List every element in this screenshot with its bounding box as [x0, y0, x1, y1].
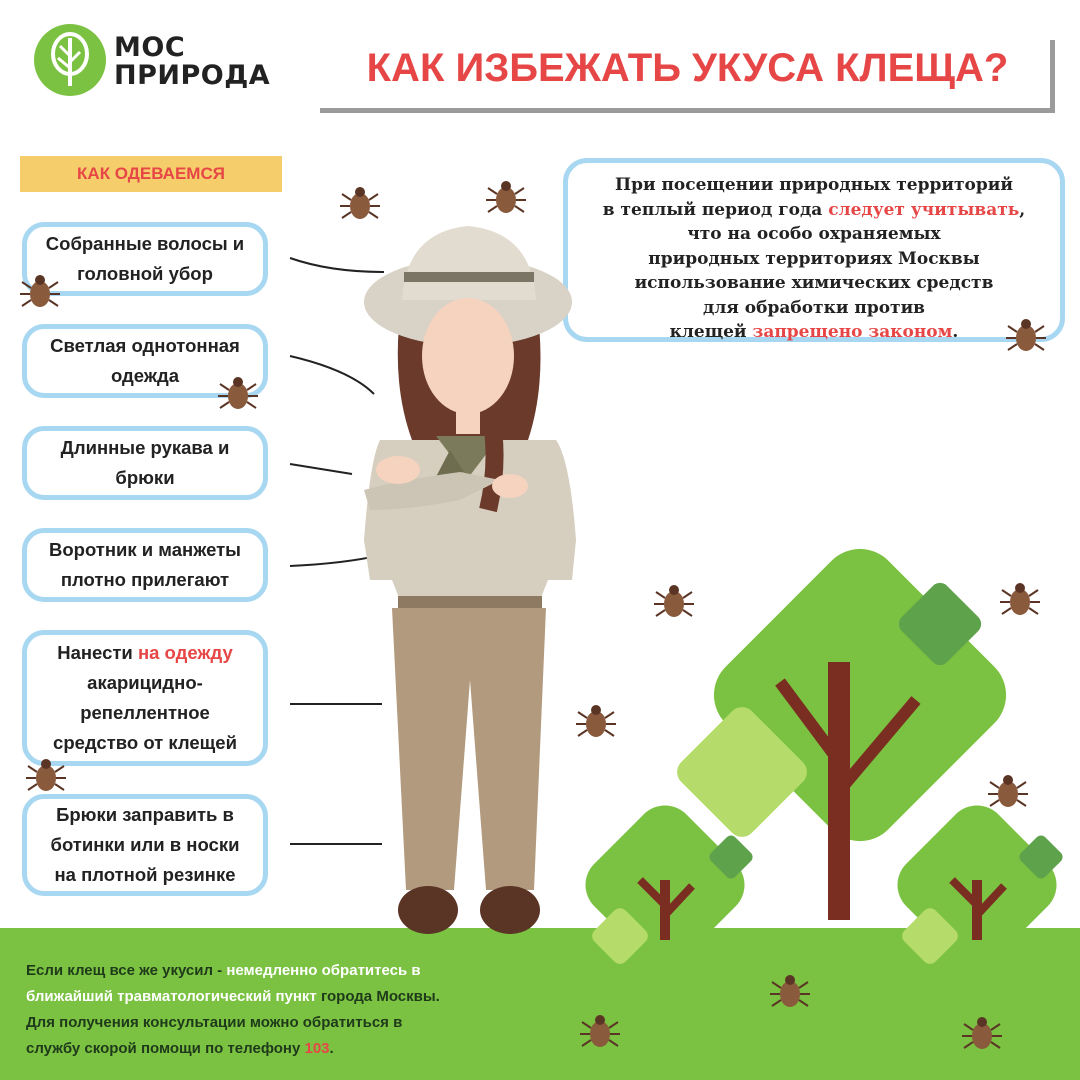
- tip-text-highlight: на одежду: [137, 642, 233, 663]
- footer-line: [26, 1036, 526, 1062]
- footer-part: .: [329, 1040, 334, 1057]
- footer-highlight: немедленно обратитесь в: [226, 962, 421, 979]
- info-line: При посещении природных территорий: [615, 175, 1013, 195]
- logo-line-1: МОС: [114, 32, 186, 63]
- page-title: КАК ИЗБЕЖАТЬ УКУСА КЛЕЩА?: [366, 46, 1009, 90]
- logo-line-2: ПРИРОДА: [114, 60, 271, 91]
- tip-text: Светлая однотонная: [50, 335, 240, 356]
- phone-number: 103: [304, 1040, 330, 1057]
- tip-text: Длинные рукава и: [60, 437, 230, 458]
- info-text: в теплый период года: [602, 199, 829, 220]
- tip-text: Собранные волосы и: [45, 233, 245, 254]
- footer-text: [26, 958, 526, 1062]
- info-highlight: запрещено законом: [752, 322, 953, 342]
- footer-line: Для получения консультации можно обратиться в: [26, 1014, 403, 1031]
- footer-line: [26, 984, 526, 1010]
- tip-text: брюки: [115, 467, 175, 488]
- info-line: для обработки против: [702, 297, 925, 318]
- info-text: клещей: [669, 322, 753, 342]
- footer-highlight: ближайший травматологический пункт: [26, 988, 317, 1005]
- tip-text: на плотной резинке: [54, 864, 236, 885]
- tip-text: репеллентное: [80, 702, 210, 723]
- info-line: использование химических средств: [634, 273, 994, 293]
- tip-text: средство от клещей: [53, 732, 237, 753]
- footer-part: Если клещ все же укусил -: [26, 962, 227, 979]
- info-highlight: следует учитывать: [828, 199, 1020, 220]
- footer-line: [26, 958, 526, 984]
- tip-text-part: Нанести: [57, 642, 138, 663]
- info-line: природных территориях Москвы: [648, 248, 980, 269]
- tip-text: Воротник и манжеты: [48, 539, 241, 560]
- info-text: .: [952, 322, 959, 342]
- tip-text: ботинки или в носки: [50, 834, 240, 855]
- section-label: КАК ОДЕВАЕМСЯ: [20, 156, 282, 192]
- footer-part: города Москвы.: [316, 988, 440, 1005]
- tip-text: одежда: [111, 365, 179, 386]
- info-line: что на особо охраняемых: [687, 224, 941, 244]
- footer-part: службу скорой помощи по телефону: [26, 1040, 305, 1057]
- tip-text: акарицидно-: [87, 672, 203, 693]
- info-text: ,: [1019, 199, 1026, 220]
- tip-text: Брюки заправить в: [56, 804, 234, 825]
- girl-illustration: [340, 210, 600, 950]
- tip-text: плотно прилегают: [60, 569, 230, 590]
- tip-text: головной убор: [77, 263, 213, 284]
